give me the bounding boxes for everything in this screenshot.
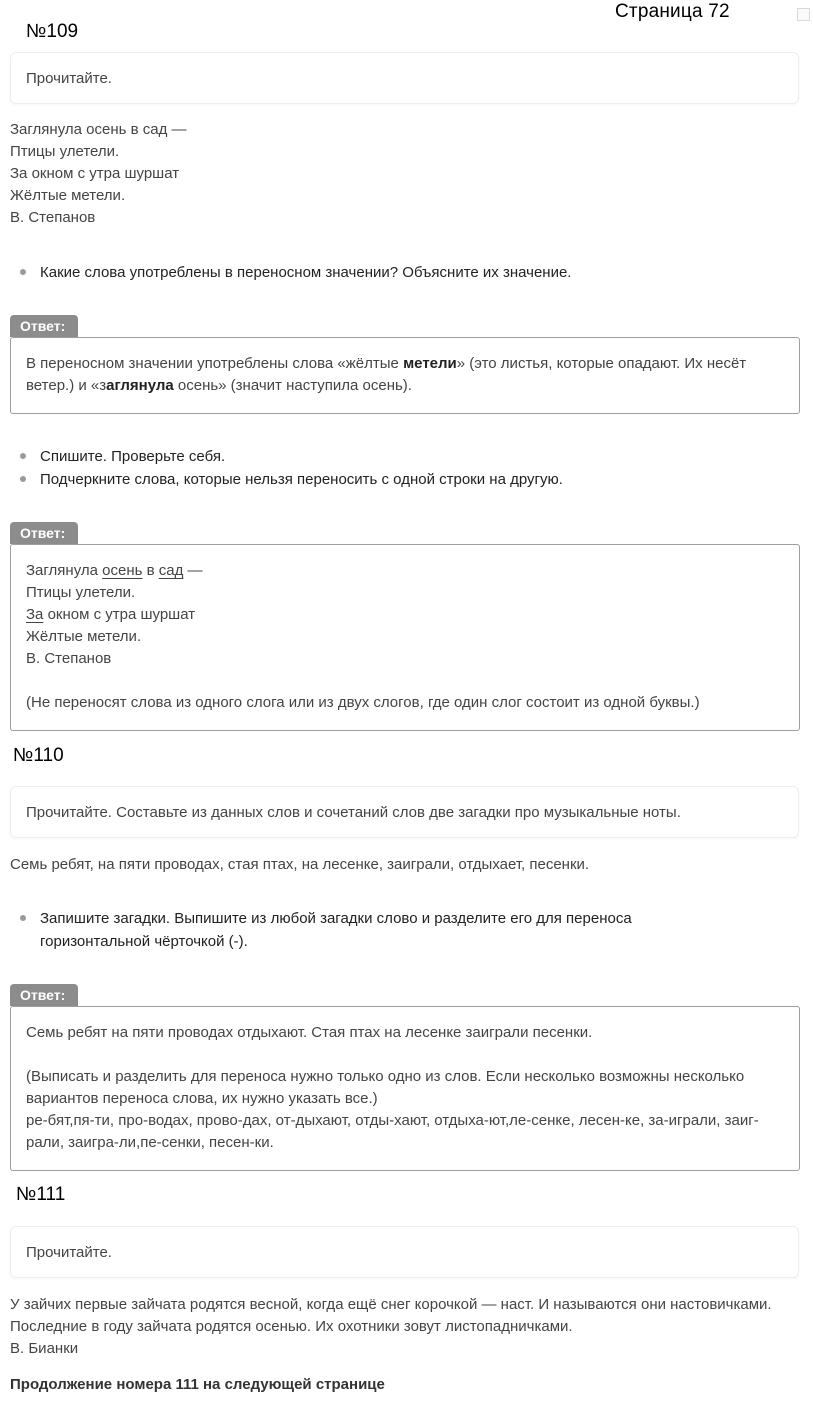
task-111-instruction-text: Прочитайте. [26,1243,112,1261]
poem-line-3: За окном с утра шуршат [10,165,180,182]
task-109-bullets-2 [10,445,800,491]
task-109-number: №109 [26,21,79,42]
task-110-instruction-text: Прочитайте. Составьте из данных слов и сочетаний слов две загадки про музыкальные ноты. [26,803,681,821]
task-109-bullets-1 [10,261,800,284]
answer-box-1 [10,337,800,414]
task-111-number: №111 [16,1184,66,1205]
task-110-bullets [10,907,710,953]
answer-2-note: (Не переносят слова из одного слога или из двух слогов, где один слог состоит из одной буквы.) [26,694,700,711]
task-110-instruction [10,786,799,838]
answer-1-bold-2: аглянула [106,377,174,394]
continuation-note: Продолжение номера 111 на следующей странице [10,1376,385,1393]
answer-2-line-2: Птицы улетели. [26,584,136,601]
answer-3-note: (Выписать и разделить для переноса нужно только одно из слов. Если несколько возможны несколько вариантов переноса слова, их нужно указать все.) [26,1068,745,1107]
task-111-author: В. Бианки [10,1340,79,1357]
answer-label-2: Ответ: [10,522,78,544]
underlined-word-za: За [26,606,44,623]
poem-line-2: Птицы улетели. [10,143,120,160]
poem-line-1: Заглянула осень в сад — [10,121,187,138]
task-109-poem [10,119,800,229]
answer-2-word: окном с утра шуршат [43,606,196,623]
answer-2-line-4: Жёлтые метели. [26,628,142,645]
underlined-word-sad: сад [158,562,184,579]
answer-2-line-5: В. Степанов [26,650,112,667]
poem-line-4: Жёлтые метели. [10,187,126,204]
answer-2-line-3 [26,604,784,626]
corner-marker [797,8,810,21]
page-number-label: Страница 72 [615,1,730,22]
task-109-question: Какие слова употреблены в переносном значении? Объясните их значение. [10,261,800,284]
answer-1-part-3: осень» (значит наступила осень). [173,377,412,394]
task-111-story: У зайчих первые зайчата родятся весной, когда ещё снег корочкой — наст. И называются они настовичками. Последние в году зайчата родятся осенью. Их охотники зовут листопадничками. [10,1296,772,1335]
answer-box-2 [10,544,800,731]
answer-1-part-2: » (это листья, которые опадают. Их несёт ветер.) и «з [26,355,747,394]
task-110-number: №110 [13,745,64,766]
task-109-instruction [10,52,799,104]
task-111-instruction [10,1226,799,1278]
task-109-copy-instruction: Спишите. Проверьте себя. [10,445,800,468]
answer-1-part-1: В переносном значении употреблены слова «жёлтые [26,355,404,372]
answer-3-riddles: Семь ребят на пяти проводах отдыхают. Стая птах на лесенке заиграли песенки. [26,1024,593,1041]
answer-2-line-1 [26,560,784,582]
spacer [26,1044,784,1066]
underlined-word-osen: осень [102,562,143,579]
spacer [26,670,784,692]
poem-author: В. Степанов [10,209,96,226]
task-109-underline-instruction: Подчеркните слова, которые нельзя переносить с одной строки на другую. [10,468,800,491]
answer-3-hyphenation: ре-бят,пя-ти, про-водах, прово-дах, от-дыхают, отды-хают, отдыха-ют,ле-сенке, лесен-ке, за-играли, заиг-рали, заигра-ли,пе-сенки, песен-ки. [26,1112,759,1151]
answer-2-word: в [142,562,159,579]
task-110-question: Запишите загадки. Выпишите из любой загадки слово и разделите его для переноса горизонтальной чёрточкой (-). [10,907,710,953]
answer-label-3: Ответ: [10,984,78,1006]
answer-1-text [26,353,784,397]
task-111-text [10,1294,800,1360]
answer-box-3 [10,1006,800,1171]
answer-1-bold-1: метели [403,355,457,372]
answer-2-word: — [183,562,203,579]
task-110-words: Семь ребят, на пяти проводах, стая птах, на лесенке, заиграли, отдыхает, песенки. [10,856,590,873]
task-109-instruction-text: Прочитайте. [26,69,112,87]
answer-2-word: Заглянула [26,562,103,579]
answer-label-1: Ответ: [10,315,78,337]
